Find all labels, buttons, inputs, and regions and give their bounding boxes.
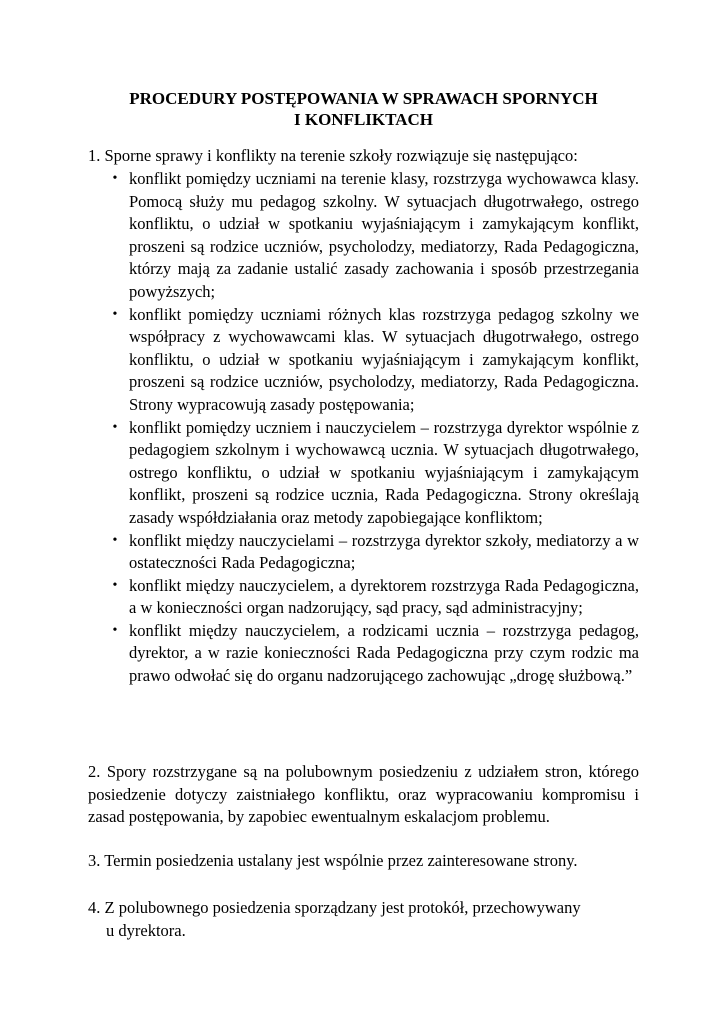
paragraph-2: 2. Spory rozstrzygane są na polubownym posiedzeniu z udziałem stron, którego posiedzenie dotyczy zaistniałego konfliktu, oraz wypracowaniu kompromisu i zasad postępowania, by zapobiec ewentualnym eskalacjom problemu.	[88, 762, 639, 827]
list-item-text: konflikt pomiędzy uczniami na terenie klasy, rozstrzyga wychowawca klasy. Pomocą służy mu pedagog szkolny. W sytuacjach długotrwałego, ostrego konfliktu, o udział w spotkaniu wyjaśniającym i zamykającym konflikt, proszeni są rodzice uczniów, psycholodzy, mediatorzy, Rada Pedagogiczna, którzy mają za zadanie ustalić zasady zachowania i sposób przestrzegania powyższych;	[129, 169, 639, 301]
list-item	[88, 304, 639, 417]
list-item-text: konflikt między nauczycielem, a dyrektorem rozstrzyga Rada Pedagogiczna, a w konieczności organ nadzorujący, sąd pracy, sąd administracyjny;	[129, 575, 639, 618]
list-item-text: konflikt pomiędzy uczniami różnych klas rozstrzyga pedagog szkolny we współpracy z wychowawcami klas. W sytuacjach długotrwałego, ostrego konfliktu, o udział w spotkaniu wyjaśniającym i zamykającym konflikt, proszeni są rodzice uczniów, psycholodzy, mediatorzy, Rada Pedagogiczna. Strony wypracowują zasady postępowania;	[129, 304, 639, 414]
document-title-line-2: I KONFLIKTACH	[293, 110, 433, 129]
list-item-text: konflikt pomiędzy uczniem i nauczycielem – rozstrzyga dyrektor wspólnie z pedagogiem szkolnym i wychowawcą ucznia. W sytuacjach długotrwałego, ostrego konfliktu, o udział w spotkaniu wyjaśniającym i zamykającym konflikt, proszeni są rodzice ucznia, Rada Pedagogiczna. Strony określają zasady współdziałania oraz metody zapobiegające konfliktom;	[129, 417, 639, 527]
bullet-icon: •	[112, 577, 118, 593]
list-item-text: konflikt między nauczycielami – rozstrzyga dyrektor szkoły, mediatorzy a w ostateczności Rada Pedagogiczna;	[129, 530, 639, 573]
list-item	[88, 620, 639, 688]
list-item	[88, 417, 639, 530]
bullet-icon: •	[112, 171, 118, 186]
conflict-list	[88, 168, 639, 688]
list-item	[88, 530, 639, 575]
bullet-icon: •	[112, 622, 118, 638]
paragraph-4-line-1: 4. Z polubownego posiedzenia sporządzany jest protokół, przechowywany	[88, 898, 581, 917]
intro-paragraph: 1. Sporne sprawy i konflikty na terenie szkoły rozwiązuje się następująco:	[88, 146, 578, 165]
bullet-icon: •	[112, 306, 118, 322]
list-item	[88, 168, 639, 304]
document-title-line-1: PROCEDURY POSTĘPOWANIA W SPRAWACH SPORNYCH	[129, 89, 598, 108]
paragraph-4-line-2: u dyrektora.	[106, 920, 186, 940]
list-item-text: konflikt między nauczycielem, a rodzicami ucznia – rozstrzyga pedagog, dyrektor, a w razie konieczności Rada Pedagogiczna przy czym rodzic ma prawo odwołać się do organu nadzorującego zachowując „drogę służbową.”	[129, 620, 639, 686]
list-item	[88, 575, 639, 620]
paragraph-3: 3. Termin posiedzenia ustalany jest wspólnie przez zainteresowane strony.	[88, 851, 578, 870]
bullet-icon: •	[112, 532, 118, 548]
paragraph-4	[88, 897, 639, 942]
bullet-icon: •	[112, 419, 118, 435]
